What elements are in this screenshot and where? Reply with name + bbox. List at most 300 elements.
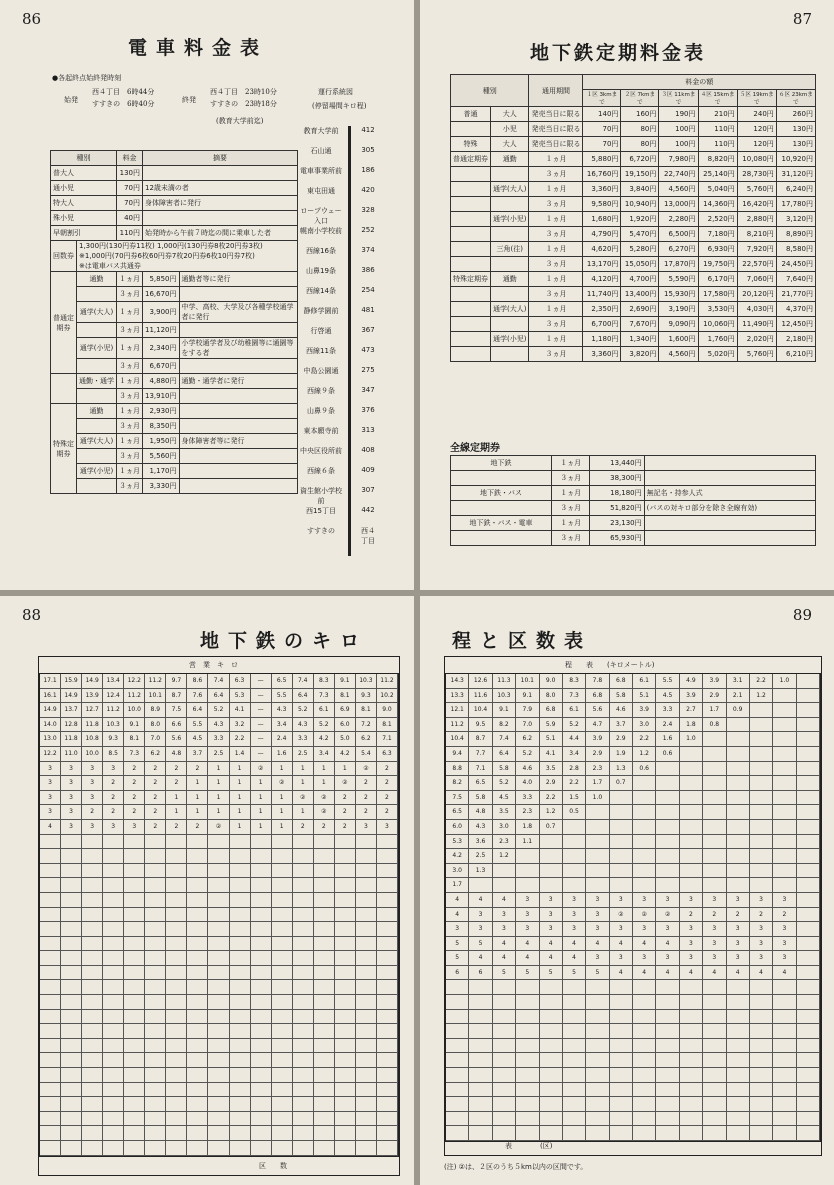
blank-cell (187, 995, 208, 1010)
header-cell: 種別 (51, 151, 117, 166)
km-cell: 2.2 (633, 732, 656, 747)
row-label (451, 302, 491, 317)
zone-cell: 2 (727, 908, 750, 923)
route-stop (300, 366, 400, 380)
blank-cell (656, 980, 679, 995)
blank-cell (272, 835, 293, 850)
blank-cell (187, 937, 208, 952)
row-label: ３ヵ月 (529, 167, 583, 182)
km-cell (610, 820, 633, 835)
pass-note (179, 359, 298, 374)
zone-cell: 3 (680, 922, 703, 937)
blank-cell (103, 849, 124, 864)
stop-km: 386 (361, 266, 375, 274)
km-cell: 8.5 (103, 747, 124, 762)
zone-cell: 4 (540, 951, 563, 966)
blank-cell (230, 908, 251, 923)
blank-cell (82, 922, 103, 937)
zone-cell: 3 (469, 908, 492, 923)
zone-cell: 3 (82, 776, 103, 791)
km-cell: 13.7 (61, 703, 82, 718)
blank-cell (563, 1010, 586, 1025)
zone-cell (797, 922, 820, 937)
blank-cell (272, 937, 293, 952)
blank-cell (377, 908, 398, 923)
blank-cell (356, 849, 377, 864)
stop-km: 374 (361, 246, 375, 254)
zone-cell: 1 (208, 791, 229, 806)
zone-cell: 2 (145, 791, 166, 806)
price-cell: 7,670円 (621, 317, 659, 332)
blank-cell (103, 893, 124, 908)
zone-cell: 3 (610, 951, 633, 966)
blank-cell (773, 980, 796, 995)
blank-cell (40, 1112, 61, 1127)
price-cell: 5,280円 (621, 242, 659, 257)
price-cell: 7,060円 (737, 272, 776, 287)
km-cell (797, 674, 820, 689)
km-cell (493, 864, 516, 879)
pass-row (51, 338, 298, 359)
blank-cell (446, 1097, 469, 1112)
row-label: 通勤 (491, 272, 529, 287)
km-cell: 7.0 (145, 732, 166, 747)
blank-cell (493, 1083, 516, 1098)
stop-km: 347 (361, 386, 375, 394)
blank-cell (680, 1024, 703, 1039)
zone-cell: 4 (40, 820, 61, 835)
blank-cell (145, 1039, 166, 1054)
km-cell (703, 762, 726, 777)
blank-cell (750, 1024, 773, 1039)
blank-cell (124, 951, 145, 966)
zone-cell: 4 (493, 951, 516, 966)
stop-km: 481 (361, 306, 375, 314)
zone-cell: 1 (230, 820, 251, 835)
blank-cell (586, 1097, 609, 1112)
blank-cell (272, 893, 293, 908)
blank-cell (680, 1126, 703, 1141)
price-cell: 3,360円 (583, 182, 621, 197)
zone-cell: 3 (40, 791, 61, 806)
km-cell: 3.3 (293, 732, 314, 747)
price-cell: 17,780円 (776, 197, 815, 212)
blank-cell (293, 1126, 314, 1141)
blank-cell (124, 937, 145, 952)
row-label (451, 332, 491, 347)
blank-cell (750, 1126, 773, 1141)
blank-cell (377, 878, 398, 893)
blank-cell (230, 864, 251, 879)
blank-cell (251, 1024, 272, 1039)
km-cell: 10.4 (446, 732, 469, 747)
zone-cell: 4 (656, 966, 679, 981)
last-row: すすきの 23時18分 (210, 100, 277, 108)
price-cell: 5,470円 (621, 227, 659, 242)
price-cell: 5,880円 (583, 152, 621, 167)
km-cell (656, 878, 679, 893)
blank-cell (773, 1083, 796, 1098)
blank-cell (563, 1097, 586, 1112)
blank-cell (103, 908, 124, 923)
blank-cell (145, 1024, 166, 1039)
blank-cell (727, 1010, 750, 1025)
zone-cell: 1 (251, 820, 272, 835)
km-cell: 2.1 (727, 689, 750, 704)
blank-cell (145, 995, 166, 1010)
blank-cell (272, 951, 293, 966)
blank-cell (272, 966, 293, 981)
km-cell (750, 864, 773, 879)
km-cell: 1.3 (610, 762, 633, 777)
blank-cell (166, 966, 187, 981)
row-label: 特殊定期券 (451, 272, 491, 287)
km-cell (680, 805, 703, 820)
blank-cell (145, 1068, 166, 1083)
blank-cell (314, 1010, 335, 1025)
zone-cell: 5 (540, 966, 563, 981)
blank-cell (293, 849, 314, 864)
blank-cell (82, 1039, 103, 1054)
km-cell: 1.5 (563, 791, 586, 806)
blank-cell (251, 835, 272, 850)
page-86 (0, 0, 414, 590)
blank-cell (145, 1053, 166, 1068)
pass-period: １ヵ月 (117, 374, 143, 389)
price-cell: 12,450円 (776, 317, 815, 332)
blank-cell (124, 1141, 145, 1156)
price-cell: 5,020円 (698, 347, 737, 362)
row-label (491, 287, 529, 302)
blank-cell (82, 1083, 103, 1098)
zone-cell: 5 (493, 966, 516, 981)
blank-cell (314, 1141, 335, 1156)
price-cell: 6,930円 (698, 242, 737, 257)
km-cell: 9.0 (377, 703, 398, 718)
km-cell: 2.8 (563, 762, 586, 777)
zone-cell: 2 (103, 776, 124, 791)
blank-cell (377, 937, 398, 952)
price-cell: 6,500円 (659, 227, 698, 242)
all-cell: ３ヵ月 (551, 531, 590, 546)
km-cell (516, 878, 539, 893)
blank-cell (656, 1126, 679, 1141)
blank-cell (166, 995, 187, 1010)
blank-cell (610, 1053, 633, 1068)
fare-row (51, 181, 298, 196)
km-cell: 16.1 (40, 689, 61, 704)
blank-cell (251, 1053, 272, 1068)
zone-cell: 3 (40, 762, 61, 777)
km-cell: 2.2 (750, 674, 773, 689)
blank-cell (230, 849, 251, 864)
zone-cell: 1 (230, 762, 251, 777)
km-cell: 4.2 (314, 732, 335, 747)
zone-cell: 3 (516, 922, 539, 937)
price-row (451, 242, 816, 257)
blank-cell (797, 1039, 820, 1054)
price-cell: 80円 (621, 137, 659, 152)
blank-cell (586, 1010, 609, 1025)
blank-cell (124, 1083, 145, 1098)
header-cell: 料金 (117, 151, 143, 166)
zone-cell: 3 (540, 922, 563, 937)
fare-note (143, 211, 298, 226)
price-cell: 2,880円 (737, 212, 776, 227)
zone-cell: 4 (610, 966, 633, 981)
km-cell: 12.6 (469, 674, 492, 689)
pass-note (179, 479, 298, 494)
stop-name: 西線６条 (307, 467, 335, 475)
blank-cell (493, 1024, 516, 1039)
blank-cell (314, 1024, 335, 1039)
zone-cell: 1 (166, 791, 187, 806)
blank-cell (446, 1024, 469, 1039)
price-cell: 110円 (698, 122, 737, 137)
blank-cell (493, 1010, 516, 1025)
row-label: ３ヵ月 (529, 227, 583, 242)
blank-cell (377, 1039, 398, 1054)
blank-cell (314, 1053, 335, 1068)
group-label: 普通定期券 (51, 272, 77, 374)
km-cell (633, 776, 656, 791)
subway-pass-table (450, 74, 816, 362)
zone-header: ４区 15kmまで (698, 90, 737, 107)
stop-name: 山鼻19条 (306, 267, 336, 275)
blank-cell (680, 1010, 703, 1025)
blank-cell (446, 1083, 469, 1098)
zone-cell: 4 (446, 893, 469, 908)
km-cell: 8.3 (314, 674, 335, 689)
km-cell: 11.8 (82, 718, 103, 733)
blank-cell (797, 980, 820, 995)
km-cell: 1.1 (516, 835, 539, 850)
blank-cell (187, 878, 208, 893)
blank-cell (208, 1024, 229, 1039)
blank-cell (656, 1039, 679, 1054)
zone-cell (797, 966, 820, 981)
blank-cell (493, 1112, 516, 1127)
km-cell: 6.9 (335, 703, 356, 718)
pass-kind (77, 419, 117, 434)
blank-cell (563, 1126, 586, 1141)
km-cell: 6.5 (272, 674, 293, 689)
blank-cell (797, 1010, 820, 1025)
pass-row (51, 434, 298, 449)
blank-cell (610, 1068, 633, 1083)
blank-cell (610, 1083, 633, 1098)
pass-note (179, 389, 298, 404)
price-cell: 11,490円 (737, 317, 776, 332)
blank-cell (166, 1112, 187, 1127)
stop-name: 幌南小学校前 (300, 227, 342, 235)
blank-cell (103, 1112, 124, 1127)
header-cell: 摘要 (143, 151, 298, 166)
km-cell (703, 878, 726, 893)
blank-cell (610, 1010, 633, 1025)
stop-km: 408 (361, 446, 375, 454)
last-departures (210, 86, 277, 110)
km-cell (727, 878, 750, 893)
km-cell: 4.9 (680, 674, 703, 689)
blank-cell (166, 878, 187, 893)
all-line-row (451, 471, 816, 486)
km-cell: 7.3 (124, 747, 145, 762)
blank-cell (103, 835, 124, 850)
km-cell (727, 776, 750, 791)
zone-cell: 1 (251, 791, 272, 806)
zone-cell: 3 (103, 762, 124, 777)
blank-cell (727, 1126, 750, 1141)
km-cell: 4.5 (656, 689, 679, 704)
blank-cell (335, 980, 356, 995)
price-cell: 19,750円 (698, 257, 737, 272)
blank-cell (610, 1024, 633, 1039)
km-cell (540, 849, 563, 864)
blank-cell (82, 1024, 103, 1039)
blank-cell (251, 922, 272, 937)
blank-cell (516, 995, 539, 1010)
km-cell: 3.4 (314, 747, 335, 762)
stop-km: 412 (361, 126, 375, 134)
km-cell (540, 835, 563, 850)
blank-cell (314, 908, 335, 923)
km-cell: 8.2 (446, 776, 469, 791)
blank-cell (187, 1126, 208, 1141)
km-cell (750, 747, 773, 762)
blank-cell (377, 966, 398, 981)
blank-cell (230, 922, 251, 937)
row-label (451, 287, 491, 302)
row-label: 普通 (451, 107, 491, 122)
km-cell: 1.7 (703, 703, 726, 718)
price-cell: 70円 (583, 137, 621, 152)
km-cell: 7.3 (563, 689, 586, 704)
km-cell: 5.5 (656, 674, 679, 689)
blank-cell (633, 1010, 656, 1025)
blank-cell (208, 1083, 229, 1098)
blank-cell (797, 1083, 820, 1098)
km-cell: 14.0 (40, 718, 61, 733)
blank-cell (314, 893, 335, 908)
blank-cell (61, 849, 82, 864)
blank-cell (61, 864, 82, 879)
km-cell: 4.8 (166, 747, 187, 762)
price-cell: 4,790円 (583, 227, 621, 242)
zone-cell: 1 (230, 776, 251, 791)
km-cell (563, 878, 586, 893)
blank-cell (773, 1097, 796, 1112)
km-cell: 10.1 (145, 689, 166, 704)
stop-name: 西15丁目 (306, 507, 336, 515)
zone-cell: ② (208, 820, 229, 835)
km-cell: 12.2 (40, 747, 61, 762)
stop-name: 資生館小学校前 (300, 487, 342, 505)
blank-cell (750, 1097, 773, 1112)
blank-cell (61, 1112, 82, 1127)
km-cell: 4.3 (272, 703, 293, 718)
blank-cell (187, 1097, 208, 1112)
stop-km: 409 (361, 466, 375, 474)
blank-cell (82, 951, 103, 966)
all-note (644, 531, 815, 546)
blank-cell (293, 922, 314, 937)
blank-cell (40, 995, 61, 1010)
blank-cell (166, 1097, 187, 1112)
zone-cell: 3 (586, 893, 609, 908)
km-cell: 2.2 (540, 791, 563, 806)
blank-cell (208, 980, 229, 995)
pass-row (51, 449, 298, 464)
blank-cell (314, 864, 335, 879)
blank-cell (335, 951, 356, 966)
blank-cell (187, 893, 208, 908)
zone-cell: 3 (750, 922, 773, 937)
blank-cell (124, 980, 145, 995)
km-cell (703, 776, 726, 791)
km-cell (656, 762, 679, 777)
blank-cell (610, 1112, 633, 1127)
pass-period: １ヵ月 (117, 302, 143, 323)
km-cell: 4.6 (516, 762, 539, 777)
all-cell (451, 501, 552, 516)
km-cell: 3.6 (469, 835, 492, 850)
blank-cell (40, 1039, 61, 1054)
blank-cell (377, 835, 398, 850)
blank-cell (656, 1083, 679, 1098)
km-cell (656, 776, 679, 791)
km-cell: 3.9 (703, 674, 726, 689)
km-cell: 1.2 (633, 747, 656, 762)
zone-cell: 3 (680, 893, 703, 908)
zone-grid (445, 673, 821, 1142)
blank-cell (166, 1053, 187, 1068)
blank-cell (251, 1112, 272, 1127)
km-cell: 10.3 (356, 674, 377, 689)
pass-row (51, 464, 298, 479)
blank-cell (727, 1097, 750, 1112)
distance-grid (39, 673, 399, 1157)
km-cell (727, 791, 750, 806)
blank-cell (187, 864, 208, 879)
blank-cell (703, 1068, 726, 1083)
blank-cell (703, 1039, 726, 1054)
all-cell: 38,300円 (590, 471, 644, 486)
pass-price: 11,120円 (143, 323, 180, 338)
blank-cell (335, 995, 356, 1010)
zone-cell: 3 (61, 776, 82, 791)
km-cell: 11.2 (377, 674, 398, 689)
blank-cell (187, 1141, 208, 1156)
km-cell: 11.3 (493, 674, 516, 689)
zone-cell: 3 (750, 937, 773, 952)
zone-cell: 3 (540, 893, 563, 908)
km-cell (680, 776, 703, 791)
header-row (451, 75, 816, 90)
km-cell: 8.1 (356, 703, 377, 718)
zone-cell: 4 (703, 966, 726, 981)
row-label: １ヵ月 (529, 152, 583, 167)
blank-cell (208, 951, 229, 966)
zone-cell: 3 (773, 937, 796, 952)
zone-cell: 1 (293, 805, 314, 820)
fare-note: 始発時から午前７時迄の間に乗車した者 (143, 226, 298, 241)
blank-cell (103, 864, 124, 879)
fare-kind: 早朝割引 (51, 226, 117, 241)
all-cell: １ヵ月 (551, 456, 590, 471)
zone-cell: 1 (335, 762, 356, 777)
zone-cell: 3 (61, 805, 82, 820)
